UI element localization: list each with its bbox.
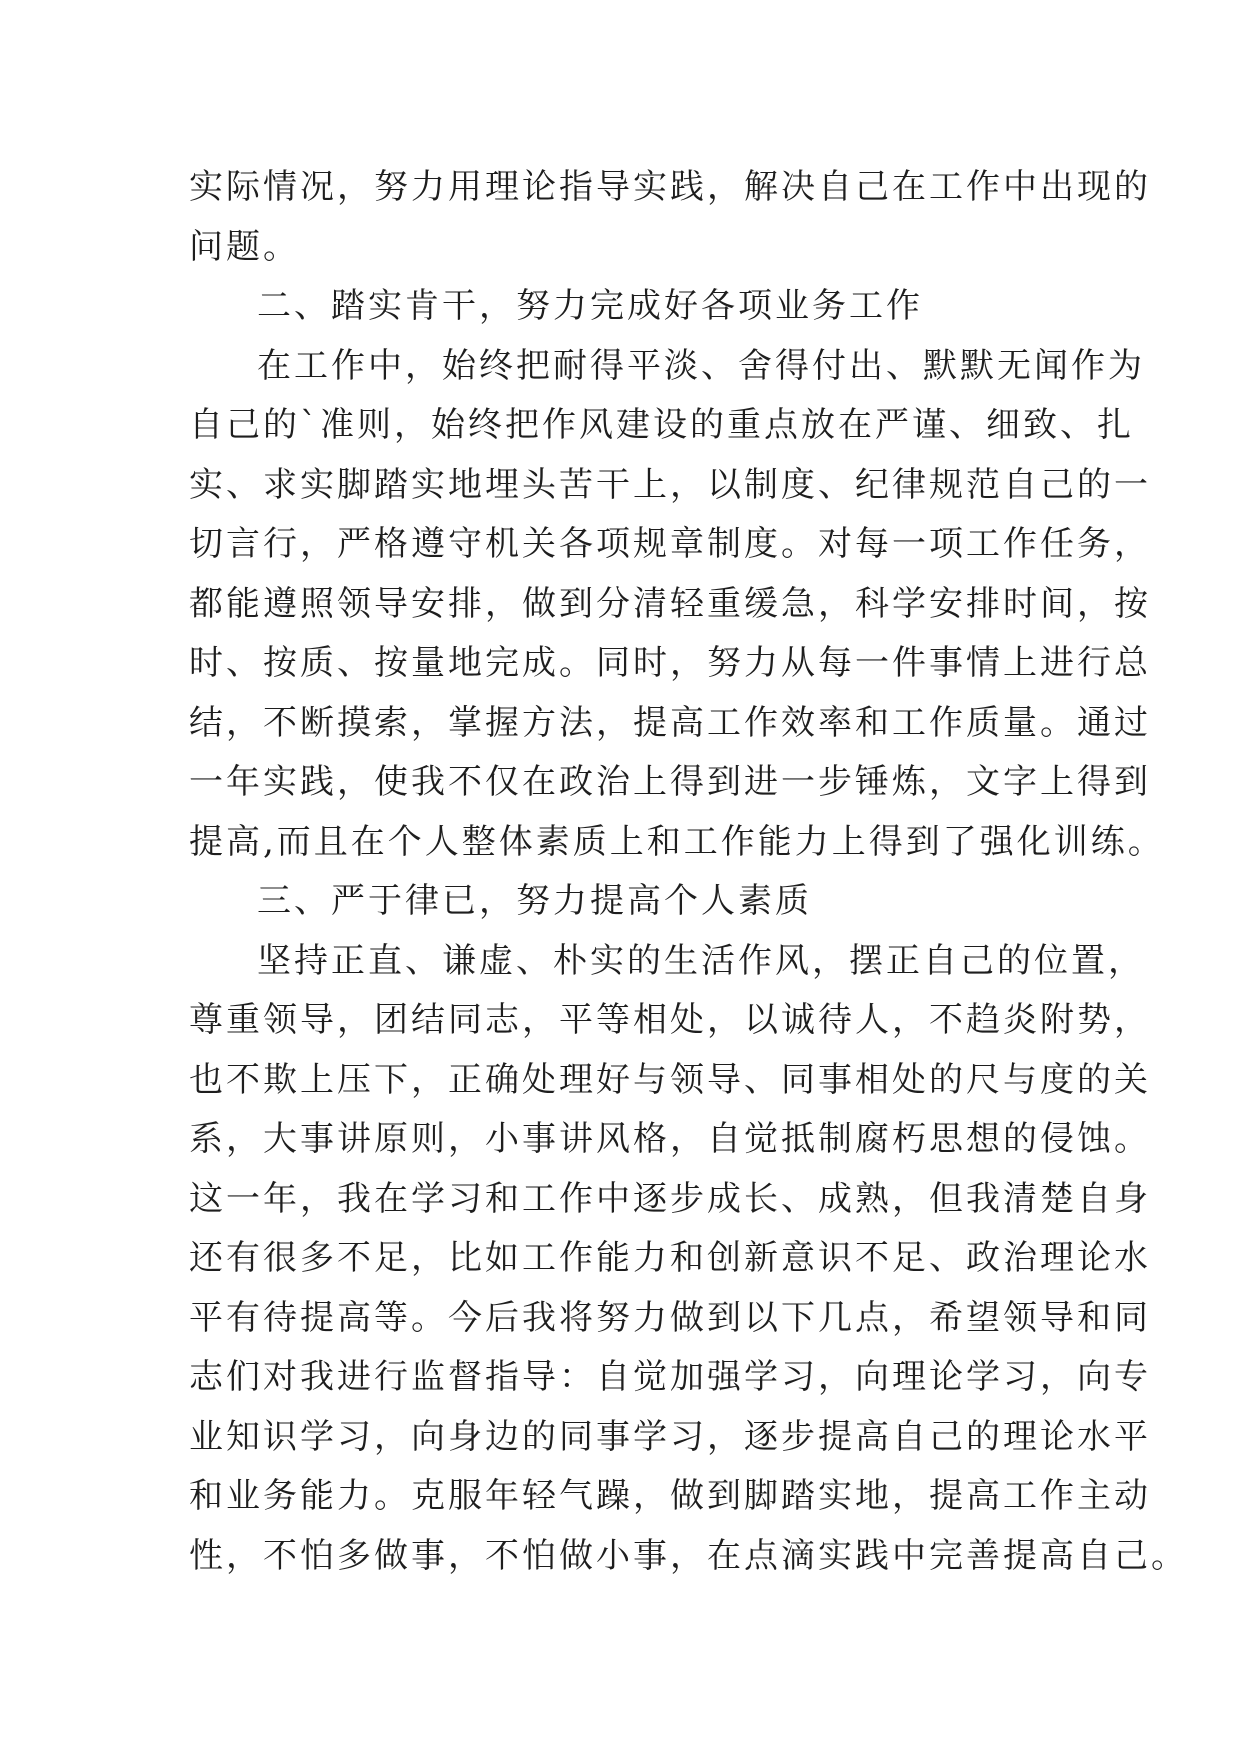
text-line: 在工作中，始终把耐得平淡、舍得付出、默默无闻作为: [257, 345, 1145, 386]
section-heading: 三、严于律已，努力提高个人素质: [257, 881, 812, 921]
text-line: 自己的`准则，始终把作风建设的重点放在严谨、细致、扎: [189, 405, 1134, 445]
text-line: 平有待提高等。今后我将努力做到以下几点，希望领导和同: [189, 1297, 1151, 1338]
text-line: 尊重领导，团结同志，平等相处，以诚待人，不趋炎附势，: [189, 1000, 1151, 1040]
text-line: 一年实践，使我不仅在政治上得到进一步锤炼，文字上得到: [189, 762, 1151, 802]
text-line: 业知识学习，向身边的同事学习，逐步提高自己的理论水平: [189, 1416, 1151, 1457]
text-line: 切言行，严格遵守机关各项规章制度。对每一项工作任务，: [189, 524, 1151, 564]
text-line: 时、按质、按量地完成。同时，努力从每一件事情上进行总: [189, 643, 1151, 683]
text-line: 问题。: [189, 226, 300, 267]
text-line: 性，不怕多做事，不怕做小事，在点滴实践中完善提高自己。: [189, 1535, 1188, 1576]
text-line: 也不欺上压下，正确处理好与领导、同事相处的尺与度的关: [189, 1059, 1151, 1100]
text-line: 提高,而且在个人整体素质上和工作能力上得到了强化训练。: [189, 821, 1165, 862]
text-line: 这一年，我在学习和工作中逐步成长、成熟，但我清楚自身: [189, 1178, 1151, 1219]
text-line: 还有很多不足，比如工作能力和创新意识不足、政治理论水: [189, 1238, 1151, 1278]
text-line: 结，不断摸索，掌握方法，提高工作效率和工作质量。通过: [189, 702, 1151, 743]
text-line: 和业务能力。克服年轻气躁，做到脚踏实地，提高工作主动: [189, 1476, 1151, 1516]
text-line: 系，大事讲原则，小事讲风格，自觉抵制腐朽思想的侵蚀。: [189, 1119, 1151, 1159]
text-line: 实际情况，努力用理论指导实践，解决自己在工作中出现的: [189, 167, 1151, 207]
text-line: 都能遵照领导安排，做到分清轻重缓急，科学安排时间，按: [189, 583, 1151, 624]
text-line: 实、求实脚踏实地埋头苦干上，以制度、纪律规范自己的一: [189, 464, 1151, 505]
document-body: [189, 158, 1188, 1586]
section-heading: 二、踏实肯干，努力完成好各项业务工作: [257, 286, 923, 326]
text-line: 坚持正直、谦虚、朴实的生活作风，摆正自己的位置，: [257, 940, 1145, 981]
text-line: 志们对我进行监督指导：自觉加强学习，向理论学习，向专: [189, 1357, 1151, 1397]
